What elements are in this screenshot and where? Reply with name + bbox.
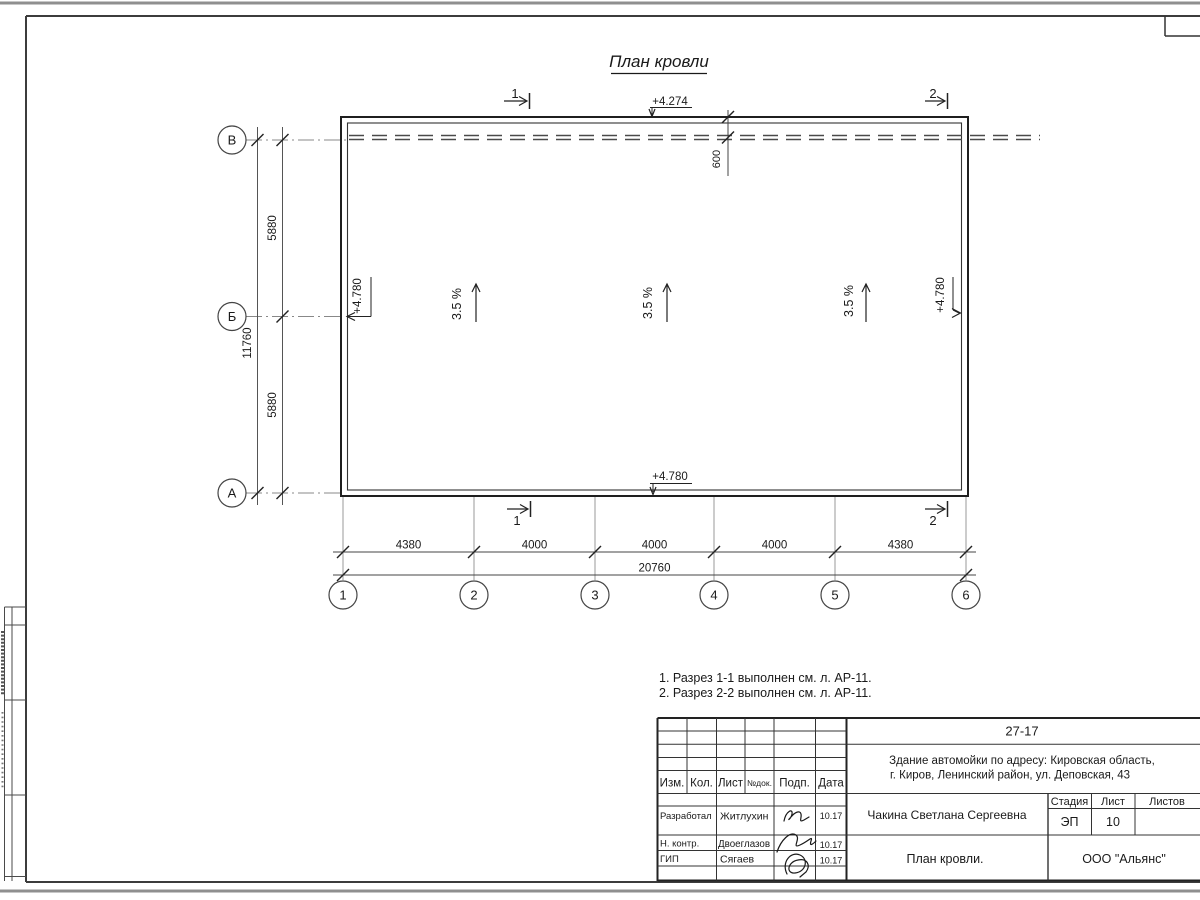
stage-col-label: Стадия [1050,796,1089,808]
dim-seg-2: 4000 [521,539,548,552]
project-desc-1: Здание автомойки по адресу: Кировская область, [889,755,1155,767]
slope-label-1: 3.5 % [450,288,464,320]
sheet-value: 10 [1106,815,1120,829]
row3-name: Сягаев [720,853,755,866]
axis-bubble-b: Б [227,309,237,324]
axis-bubble-a: А [227,485,237,501]
row1-date: 10.17 [819,811,843,821]
axis-bubble-6: 6 [962,587,970,603]
stage-value: ЭП [1060,815,1079,829]
row2-date: 10.17 [819,840,843,850]
parapet-dashed-line [349,136,1040,140]
note-line-1: 1. Разрез 1-1 выполнен см. л. АР-11. [659,671,872,685]
org-name: ООО "Альянс" [1082,852,1166,866]
signature-dvoeglazov [777,834,816,852]
sheet-frame [26,16,1200,882]
col-axis-bubbles [329,581,980,609]
slope-label-3: 3.5 % [842,285,856,317]
doc-title: План кровли. [906,852,984,866]
slope-arrows [472,284,870,322]
offset-600-dimension [711,110,734,176]
elev-right-label: +4.780 [935,277,947,313]
notes [659,671,872,700]
stage-header [1051,796,1185,808]
axis-bubble-2: 2 [470,587,478,603]
note-line-2: 2. Разрез 2-2 выполнен см. л. АР-11. [659,686,872,700]
signatures [777,811,816,877]
row3-role: ГИП [660,854,679,865]
elevation-bottom [650,471,692,495]
project-code: 27-17 [1005,723,1039,739]
col-data: Дата [818,777,844,790]
dim-offset-600: 600 [711,149,723,169]
axis-bubble-5: 5 [831,587,839,603]
dim-left-bottom: 5880 [267,392,279,418]
dim-seg-5: 4380 [887,539,914,552]
axis-bubble-1: 1 [339,587,347,603]
sheets-col-label: Листов [1149,796,1185,808]
section-mark-2-top [925,86,948,109]
staff-rows [660,811,842,866]
elev-top-label: +4.274 [652,96,688,108]
section-mark-2-bottom [925,501,948,528]
col-ndok: №док. [747,778,772,788]
row2-role: Н. контр. [660,838,700,850]
elev-bottom-label: +4.780 [652,471,688,483]
signature-zhitlukhin [784,811,809,821]
axis-bubble-4: 4 [710,587,718,603]
project-desc-2: г. Киров, Ленинский район, ул. Деповская, 43 [889,769,1131,782]
page-title: План кровли [609,52,709,71]
elev-left-label: +4.780 [352,278,364,314]
sheet-col-label: Лист [1101,796,1125,808]
col-kol: Кол. [690,777,713,790]
elevation-left [347,277,371,321]
drawing-title-group [609,52,709,74]
corner-stamp-box [1165,16,1200,36]
section-mark-1-top [504,86,530,109]
dim-seg-4: 4000 [761,539,788,552]
elevation-right [935,277,961,318]
dim-left-top: 5880 [267,215,279,241]
section-2-top-label: 2 [929,86,937,101]
axis-bubble-v: В [227,132,237,148]
row3-date: 10.17 [819,855,843,866]
row2-name: Двоеглазов [718,839,771,850]
row1-name: Житлухин [720,810,769,823]
section-2-bottom-label: 2 [929,513,937,528]
col-list: Лист [718,777,743,790]
section-1-bottom-label: 1 [513,513,521,528]
dim-total: 20760 [638,562,671,575]
slope-label-2: 3.5 % [641,287,655,319]
col-izm: Изм. [659,777,685,790]
author-name: Чакина Светлана Сергеевна [867,808,1027,822]
left-margin-stamp [3,607,27,881]
axis-bubble-3: 3 [591,587,599,603]
dim-seg-3: 4000 [641,539,668,552]
row1-role: Разработал [660,811,712,822]
col-podp: Подп. [779,777,810,790]
section-1-top-label: 1 [511,86,519,101]
elevation-top [649,96,692,117]
row-axis-lines [246,140,346,493]
section-mark-1-bottom [507,501,531,528]
dim-seg-1: 4380 [395,539,422,552]
bottom-dimension-labels [396,540,914,575]
dim-left-total: 11760 [242,327,254,359]
slope-labels [450,285,856,320]
row-axis-bubbles [218,126,246,507]
title-block [658,718,1200,881]
